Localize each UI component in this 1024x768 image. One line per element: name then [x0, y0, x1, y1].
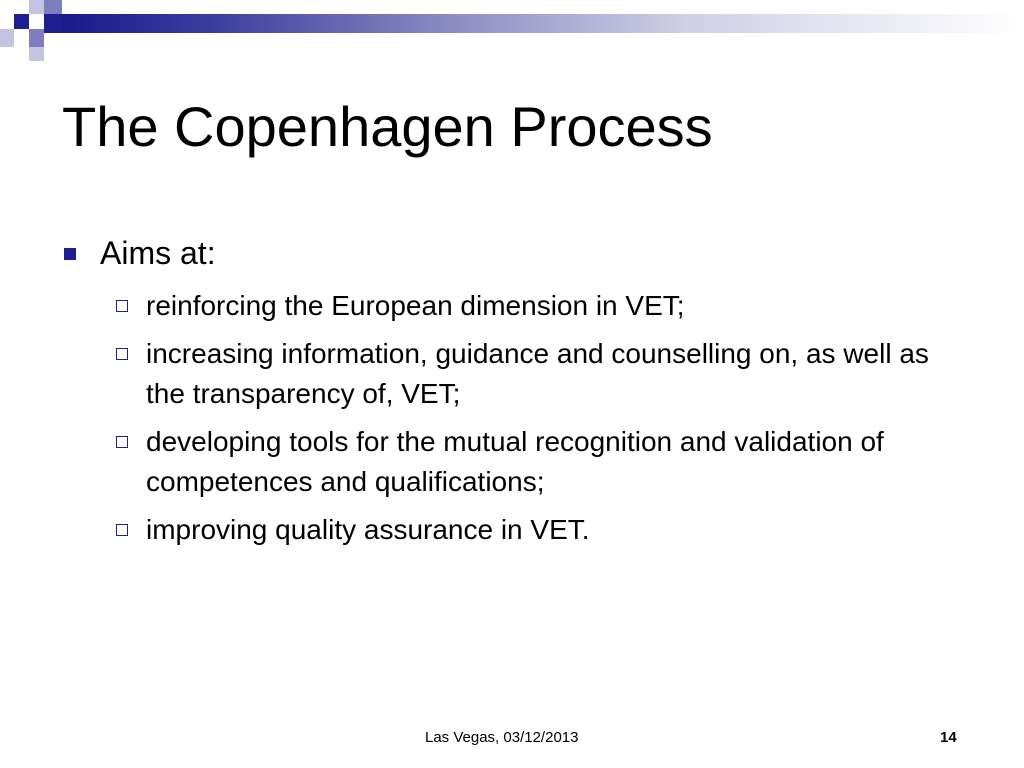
- sub-bullet-item: [62, 422, 966, 502]
- footer-location-date: Las Vegas, 03/12/2013: [425, 729, 579, 746]
- sub-bullet-text: reinforcing the European dimension in VET;: [146, 290, 685, 321]
- sub-bullet-item: [62, 334, 966, 414]
- hollow-square-bullet-icon: [116, 524, 128, 536]
- hollow-square-bullet-icon: [116, 436, 128, 448]
- bullet-text: Aims at:: [100, 235, 216, 271]
- decor-square: [44, 14, 62, 33]
- sub-bullet-text: increasing information, guidance and counselling on, as well as the transparency of, VET;: [146, 338, 929, 409]
- slide-title: The Copenhagen Process: [62, 95, 713, 158]
- decor-square: [14, 14, 29, 29]
- sub-bullet-item: [62, 286, 966, 326]
- bullet-list: [62, 232, 962, 558]
- header-gradient-band: [62, 14, 1024, 33]
- square-bullet-icon: [64, 248, 76, 260]
- hollow-square-bullet-icon: [116, 300, 128, 312]
- sub-bullet-list: [62, 286, 962, 550]
- decor-square: [29, 29, 44, 47]
- decor-square: [29, 0, 44, 14]
- page-number: 14: [940, 729, 957, 746]
- decor-square: [44, 0, 62, 14]
- slide-footer: [0, 726, 1024, 750]
- decor-square: [29, 47, 44, 61]
- bullet-item: [62, 232, 962, 274]
- hollow-square-bullet-icon: [116, 348, 128, 360]
- sub-bullet-text: developing tools for the mutual recognition and validation of competences and qualifications;: [146, 426, 884, 497]
- sub-bullet-item: [62, 510, 966, 550]
- sub-bullet-text: improving quality assurance in VET.: [146, 514, 590, 545]
- decor-square: [0, 29, 14, 47]
